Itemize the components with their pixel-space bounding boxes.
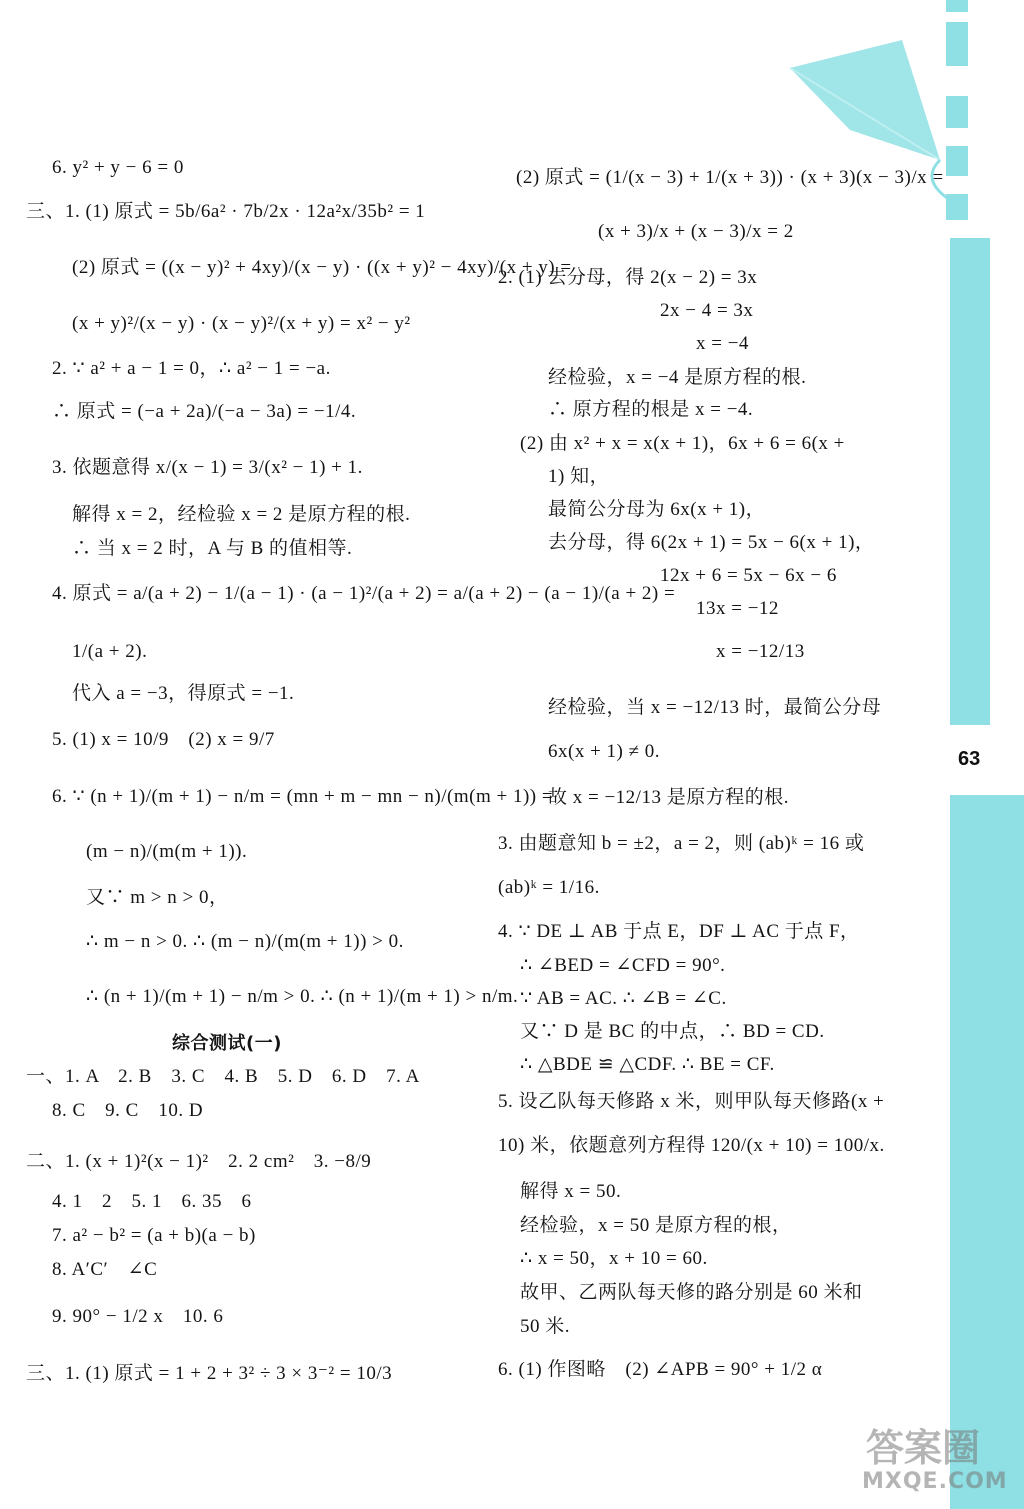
right-line-27: 解得 x = 50. [520,1181,622,1202]
right-line-20: 4. ∵ DE ⊥ AB 于点 E，DF ⊥ AC 于点 F， [498,921,860,942]
sidebar-bar [946,22,968,66]
watermark-logo [844,1411,1014,1501]
page-number: 63 [958,748,981,770]
left-line-22: 二、1. (x + 1)²(x − 1)² 2. 2 cm² 3. −8/9 [26,1151,372,1172]
left-line-1: 6. y² + y − 6 = 0 [52,157,184,178]
sidebar-bar [946,0,968,12]
right-line-30: 故甲、乙两队每天修的路分别是 60 米和 [520,1282,863,1303]
watermark-url: MXQE.COM [862,1469,1008,1494]
watermark-text: 答案圈 [866,1426,981,1470]
left-line-3: (2) 原式 = ((x − y)² + 4xy)/(x − y) · ((x + y)² − 4xy)/(x + y) = [72,257,572,278]
section-heading: 综合测试(一) [172,1033,282,1054]
left-line-6: ∴ 原式 = (−a + 2a)/(−a − 3a) = −1/4. [52,401,357,422]
left-line-12: 代入 a = −3，得原式 = −1. [72,683,295,704]
left-line-21: 8. C 9. C 10. D [52,1100,204,1121]
right-line-5: x = −4 [696,333,749,354]
left-line-10: 4. 原式 = a/(a + 2) − 1/(a − 1) · (a − 1)²/(a + 2) = a/(a + 2) − (a − 1)/(a + 2) = [52,583,676,604]
left-line-11: 1/(a + 2). [72,641,148,662]
right-line-24: ∴ △BDE ≌ △CDF. ∴ BE = CF. [520,1054,775,1075]
right-line-29: ∴ x = 50，x + 10 = 60. [520,1248,708,1269]
right-line-3: 2. (1) 去分母，得 2(x − 2) = 3x [498,267,758,288]
right-line-6: 经检验，x = −4 是原方程的根. [548,367,807,388]
left-line-4: (x + y)²/(x − y) · (x − y)²/(x + y) = x² − y² [72,313,411,334]
left-line-17: ∴ m − n > 0. ∴ (m − n)/(m(m + 1)) > 0. [86,931,404,952]
right-line-9: 1) 知， [548,466,610,487]
sidebar-bar [946,146,968,176]
left-line-18: ∴ (n + 1)/(m + 1) − n/m > 0. ∴ (n + 1)/(m + 1) > n/m. [86,986,519,1007]
left-line-27: 三、1. (1) 原式 = 1 + 2 + 3² ÷ 3 × 3⁻² = 10/3 [26,1363,393,1384]
sidebar-bar [946,96,968,128]
right-line-16: 6x(x + 1) ≠ 0. [548,741,661,762]
right-line-8: (2) 由 x² + x = x(x + 1)，6x + 6 = 6(x + [520,433,845,454]
left-line-5: 2. ∵ a² + a − 1 = 0，∴ a² − 1 = −a. [52,358,331,379]
left-line-14: 6. ∵ (n + 1)/(m + 1) − n/m = (mn + m − mn − n)/(m(m + 1)) = [52,786,554,807]
right-line-13: 13x = −12 [696,598,779,619]
left-line-24: 7. a² − b² = (a + b)(a − b) [52,1225,256,1246]
left-line-25: 8. A′C′ ∠C [52,1259,158,1280]
right-line-15: 经检验，当 x = −12/13 时，最简公分母 [548,697,882,718]
left-line-13: 5. (1) x = 10/9 (2) x = 9/7 [52,729,275,750]
right-line-25: 5. 设乙队每天修路 x 米，则甲队每天修路(x + [498,1091,885,1112]
left-line-20: 一、1. A 2. B 3. C 4. B 5. D 6. D 7. A [26,1066,420,1087]
right-line-18: 3. 由题意知 b = ±2，a = 2，则 (ab)ᵏ = 16 或 [498,833,865,854]
right-line-4: 2x − 4 = 3x [660,300,754,321]
right-line-11: 去分母，得 6(2x + 1) = 5x − 6(x + 1)， [548,532,875,553]
left-line-26: 9. 90° − 1/2 x 10. 6 [52,1306,224,1327]
right-line-21: ∴ ∠BED = ∠CFD = 90°. [520,955,726,976]
left-line-7: 3. 依题意得 x/(x − 1) = 3/(x² − 1) + 1. [52,457,363,478]
sidebar-bar [950,238,990,725]
sidebar-bar [950,795,1024,1509]
right-line-32: 6. (1) 作图略 (2) ∠APB = 90° + 1/2 α [498,1359,823,1380]
left-line-9: ∴ 当 x = 2 时，A 与 B 的值相等. [72,538,353,559]
right-line-7: ∴ 原方程的根是 x = −4. [548,399,754,420]
right-line-23: 又∵ D 是 BC 的中点，∴ BD = CD. [520,1021,825,1042]
right-line-10: 最简公分母为 6x(x + 1)， [548,499,766,520]
left-line-2: 三、1. (1) 原式 = 5b/6a² · 7b/2x · 12a²x/35b² = 1 [26,201,426,222]
right-line-26: 10) 米，依题意列方程得 120/(x + 10) = 100/x. [498,1135,885,1156]
right-line-19: (ab)ᵏ = 1/16. [498,877,600,898]
right-line-17: 故 x = −12/13 是原方程的根. [548,787,789,808]
right-line-31: 50 米. [520,1316,571,1337]
right-line-2: (x + 3)/x + (x − 3)/x = 2 [598,221,794,242]
right-line-12: 12x + 6 = 5x − 6x − 6 [660,565,837,586]
right-line-28: 经检验，x = 50 是原方程的根， [520,1215,792,1236]
left-line-23: 4. 1 2 5. 1 6. 35 6 [52,1191,252,1212]
left-line-15: (m − n)/(m(m + 1)). [86,841,248,862]
sidebar-bar [946,194,968,220]
right-line-14: x = −12/13 [716,641,805,662]
right-line-22: ∵ AB = AC. ∴ ∠B = ∠C. [520,988,727,1009]
kite-decoration [790,40,950,200]
left-line-8: 解得 x = 2，经检验 x = 2 是原方程的根. [72,504,411,525]
right-line-1: (2) 原式 = (1/(x − 3) + 1/(x + 3)) · (x + 3)(x − 3)/x = [516,167,944,188]
left-line-16: 又∵ m > n > 0， [86,887,229,908]
